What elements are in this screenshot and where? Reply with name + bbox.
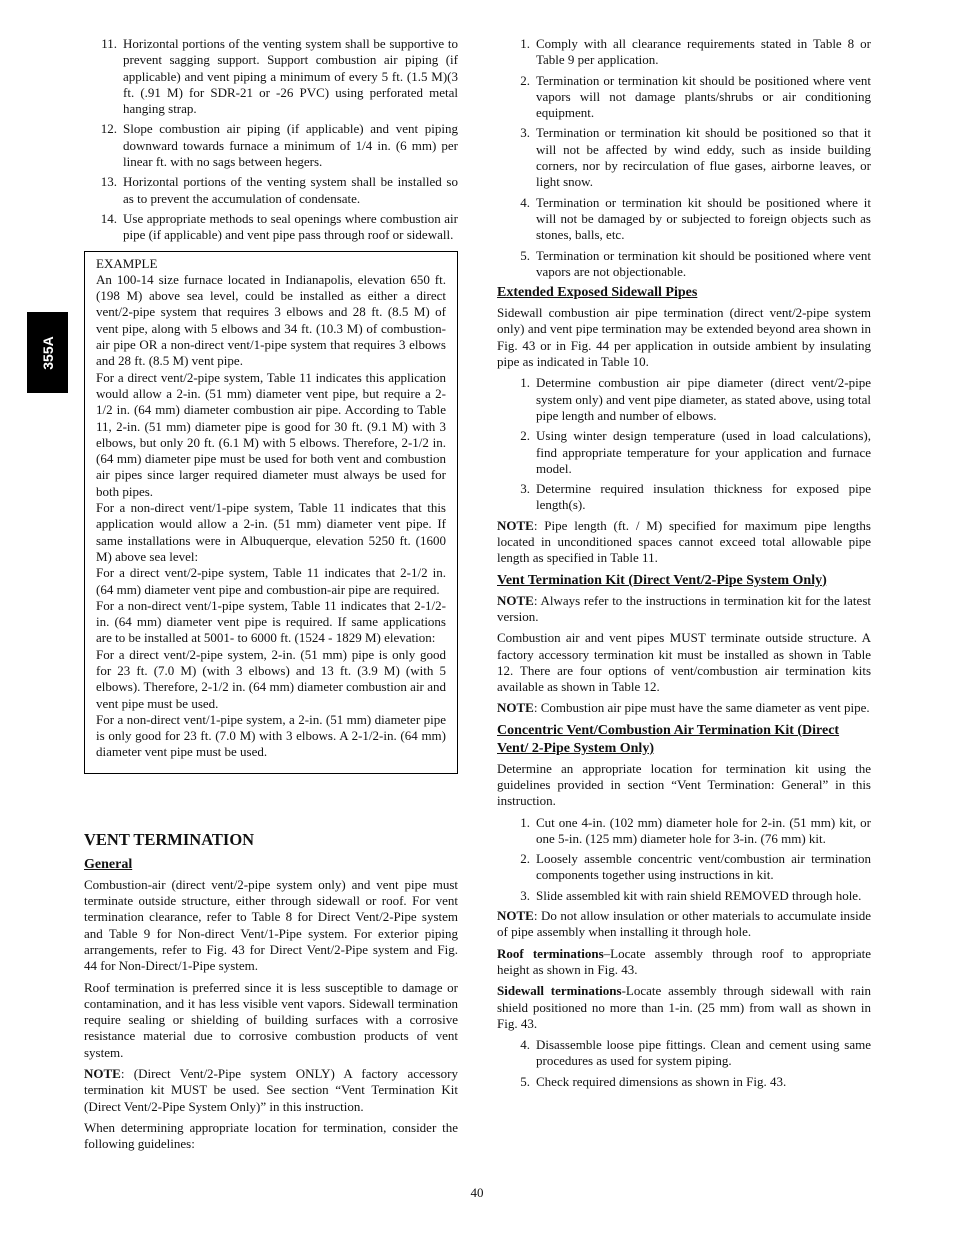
- example-paragraph: For a non-direct vent/1-pipe system, Table 11 indicates that this application would allow a 2-in. (51 mm) diameter vent pipe. If same installations were in Albuquerque, elevation 5250 ft. (1600 M) above sea level:: [96, 500, 446, 564]
- note-paragraph: NOTE: Always refer to the instructions in termination kit for the latest version.: [497, 592, 871, 624]
- example-paragraph: For a non-direct vent/1-pipe system, a 2-in. (51 mm) diameter pipe is only good for 23 ft. (7.0 M) with 3 elbows. A 2-1/2-in. (64 mm) diameter vent pipe must be used.: [96, 711, 446, 760]
- general-paragraph: Combustion-air (direct vent/2-pipe system only) and vent pipe must terminate outside structure, either through sidewall or roof. For vent termination clearance, refer to Table 8 for Direct Vent/2-Pipe system and Table 9 for Non-direct Vent/1-Pipe system. For exterior piping arrangements, refer to Fig. 43 for Direct Vent/2-Pipe system and Fig. 44 for Non-Direct/1-Pipe system.: [84, 876, 458, 974]
- list-item: 3. Determine required insulation thickness for exposed pipe length(s).: [520, 481, 871, 513]
- list-item: 12. Slope combustion air piping (if applicable) and vent piping downward towards furnace a minimum of 1/4 in. (6 mm) per linear ft. with no sags between hegers.: [100, 121, 458, 170]
- right-column: [497, 36, 871, 1094]
- note-paragraph: NOTE: Pipe length (ft. / M) specified for maximum pipe lengths located in unconditioned spaces cannot exceed total allowable pipe length as specified in Table 11.: [497, 517, 871, 566]
- example-label: EXAMPLE: [96, 255, 158, 271]
- concentric-steps: [497, 815, 871, 904]
- list-item: 3. Termination or termination kit should be positioned so that it will not be affected by wind eddy, such as inside building corners, nor by recirculation of flue gases, airborne leaves, or light snow.: [520, 125, 871, 190]
- venting-list: [84, 36, 458, 244]
- side-tab: [27, 312, 68, 393]
- note-label: NOTE: [497, 517, 534, 533]
- guidelines-list: [497, 36, 871, 280]
- list-item: 5. Check required dimensions as shown in Fig. 43.: [520, 1073, 787, 1089]
- note-label: NOTE: [497, 908, 534, 924]
- roof-terminations-label: Roof terminations: [497, 945, 604, 961]
- list-item: 2. Loosely assemble concentric vent/combustion air termination components together using instructions in kit.: [520, 851, 871, 883]
- note-paragraph: NOTE: Do not allow insulation or other materials to accumulate inside of pipe assembly when installing it through hole.: [497, 908, 871, 940]
- roof-terminations-paragraph: Roof terminations–Locate assembly through roof to appropriate height as shown in Fig. 43.: [497, 945, 871, 977]
- extended-heading: Extended Exposed Sidewall Pipes: [497, 285, 698, 301]
- extended-paragraph: Sidewall combustion air pipe termination (direct vent/2-pipe system only) and vent pipe termination may be extended beyond area shown in Fig. 43 or in Fig. 44 per application in outside ambient by insulating pipe as indicated in Table 10.: [497, 305, 871, 370]
- example-paragraph: An 100-14 size furnace located in Indianapolis, elevation 650 ft. (198 M) above sea level, could be installed as either a direct vent/2-pipe system that requires 3 elbows and 28 ft. (8.5 M) of vent pipe, along with 5 elbows and 34 ft. (10.3 M) of combustion-air pipe OR a non-direct vent/1-pipe system that requires 3 elbows and 28 ft. (8.5 M) vent pipe.: [96, 271, 446, 369]
- list-item: 5. Termination or termination kit should be positioned where vent vapors are not objectionable.: [520, 247, 871, 279]
- kit-paragraph: Combustion air and vent pipes MUST terminate outside structure. A factory accessory termination kit must be installed as shown in Table 12. There are four options of vent/combustion air termination kits available as shown in Table 12.: [497, 630, 871, 695]
- note-label: NOTE: [84, 1066, 121, 1082]
- concentric-heading: Concentric Vent/Combustion Air Termination Kit (Direct Vent/ 2-Pipe System Only): [497, 722, 840, 756]
- list-item: 2. Using winter design temperature (used in load calculations), find appropriate temperature for your application and furnace model.: [520, 428, 871, 476]
- sidewall-terminations-paragraph: Sidewall terminations-Locate assembly through sidewall with rain shield positioned no more than 1-in. (25 mm) from wall as shown in Fig. 43.: [497, 983, 871, 1031]
- left-column: [84, 36, 458, 1158]
- example-paragraph: For a non-direct vent/1-pipe system, Table 11 indicates that 2-1/2-in. (64 mm) diameter vent pipe is required. If same applications are to be installed at 5001- to 6000 ft. (1524 - 1829 M) elevation:: [96, 597, 446, 646]
- general-heading: General: [84, 856, 133, 872]
- side-tab-label: 355A: [39, 335, 56, 370]
- example-paragraph: For a direct vent/2-pipe system, 2-in. (51 mm) pipe is only good for 23 ft. (7.0 M) (with 3 elbows) and 13 ft. (3.9 M) (with 5 elbows). Therefore, 2-1/2 in. (64 mm) diameter combustion air and vent pipe must be used.: [96, 646, 446, 711]
- page-number: 40: [470, 1185, 484, 1200]
- list-item: 14. Use appropriate methods to seal openings where combustion air pipe (if applicable) and vent pipe pass through roof or sidewall.: [100, 210, 458, 243]
- list-item: 4. Termination or termination kit should be positioned where it will not be damaged by or subjected to foreign objects such as stones, balls, etc.: [520, 194, 871, 243]
- example-paragraph: For a direct vent/2-pipe system, Table 11 indicates this application would allow a 2-in. (51 mm) diameter vent pipe, but require a 2-1/2 in. (64 mm) diameter combustion air pipe. According to Table 11, 2-in. (51 mm) diameter pipe is good for 30 ft. (9.1 M) with 3 elbows, but only 20 ft. (6.1 M) with 5 elbows. Therefore, 2-1/2 in. (64 mm) diameter pipe must be used for both vent and combustion air pipes since larger required diameter must always be used for both pipes.: [96, 369, 446, 499]
- list-item: 4. Disassemble loose pipe fittings. Clean and cement using same procedures as used for system piping.: [520, 1037, 871, 1069]
- extended-steps: [497, 375, 871, 513]
- sidewall-terminations-label: Sidewall terminations: [497, 983, 622, 999]
- list-item: 1. Cut one 4-in. (102 mm) diameter hole for 2-in. (51 mm) kit, or one 5-in. (125 mm) diameter hole for 3-in. (76 mm) kit.: [520, 814, 871, 846]
- list-item: 1. Comply with all clearance requirements stated in Table 8 or Table 9 per application.: [520, 36, 871, 68]
- note-label: NOTE: [497, 592, 534, 608]
- note-paragraph: NOTE: (Direct Vent/2-Pipe system ONLY) A factory accessory termination kit MUST be used. See section “Vent Termination Kit (Direct Vent/2-Pipe System Only)” in this instruction.: [84, 1066, 458, 1114]
- note-label: NOTE: [497, 700, 534, 716]
- final-steps: [497, 1037, 871, 1090]
- kit-heading: Vent Termination Kit (Direct Vent/2-Pipe System Only): [497, 572, 827, 588]
- example-paragraph: For a direct vent/2-pipe system, Table 11 indicates that 2-1/2 in. (64 mm) diameter vent pipe and combustion-air pipe are required.: [96, 565, 446, 597]
- example-box: [84, 251, 458, 774]
- list-item: 2. Termination or termination kit should be positioned where vent vapors will not damage plants/shrubs or air conditioning equipment.: [520, 72, 871, 121]
- list-item: 13. Horizontal portions of the venting system shall be installed so as to prevent the accumulation of condensate.: [100, 174, 458, 206]
- list-item: 3. Slide assembled kit with rain shield REMOVED through hole.: [520, 887, 862, 903]
- list-item: 11. Horizontal portions of the venting system shall be supportive to prevent sagging support. Support combustion air piping (if applicable) and vent piping a minimum of every 5 ft. (1.5 M)(3 ft. (.91 M) for SDR-21 or -26 PVC) using perforated metal hanging strap.: [101, 36, 458, 117]
- concentric-paragraph: Determine an appropriate location for termination kit using the guidelines provided in section “Vent Termination: General” in this instruction.: [497, 760, 871, 809]
- list-item: 1. Determine combustion air pipe diameter (direct vent/2-pipe system only) and vent pipe diameter, as stated above, using total pipe length and number of elbows.: [520, 375, 871, 423]
- guidelines-intro: When determining appropriate location for termination, consider the following guidelines:: [84, 1119, 458, 1152]
- section-title: VENT TERMINATION: [84, 829, 255, 849]
- general-paragraph: Roof termination is preferred since it is less susceptible to damage or contamination, and it has less visible vent vapors. Sidewall termination require sealing or shielding of building surfaces with a corrosive resistance material due to corrosive combustion products of vent system.: [84, 979, 458, 1060]
- note-paragraph: NOTE: Combustion air pipe must have the same diameter as vent pipe.: [497, 700, 870, 716]
